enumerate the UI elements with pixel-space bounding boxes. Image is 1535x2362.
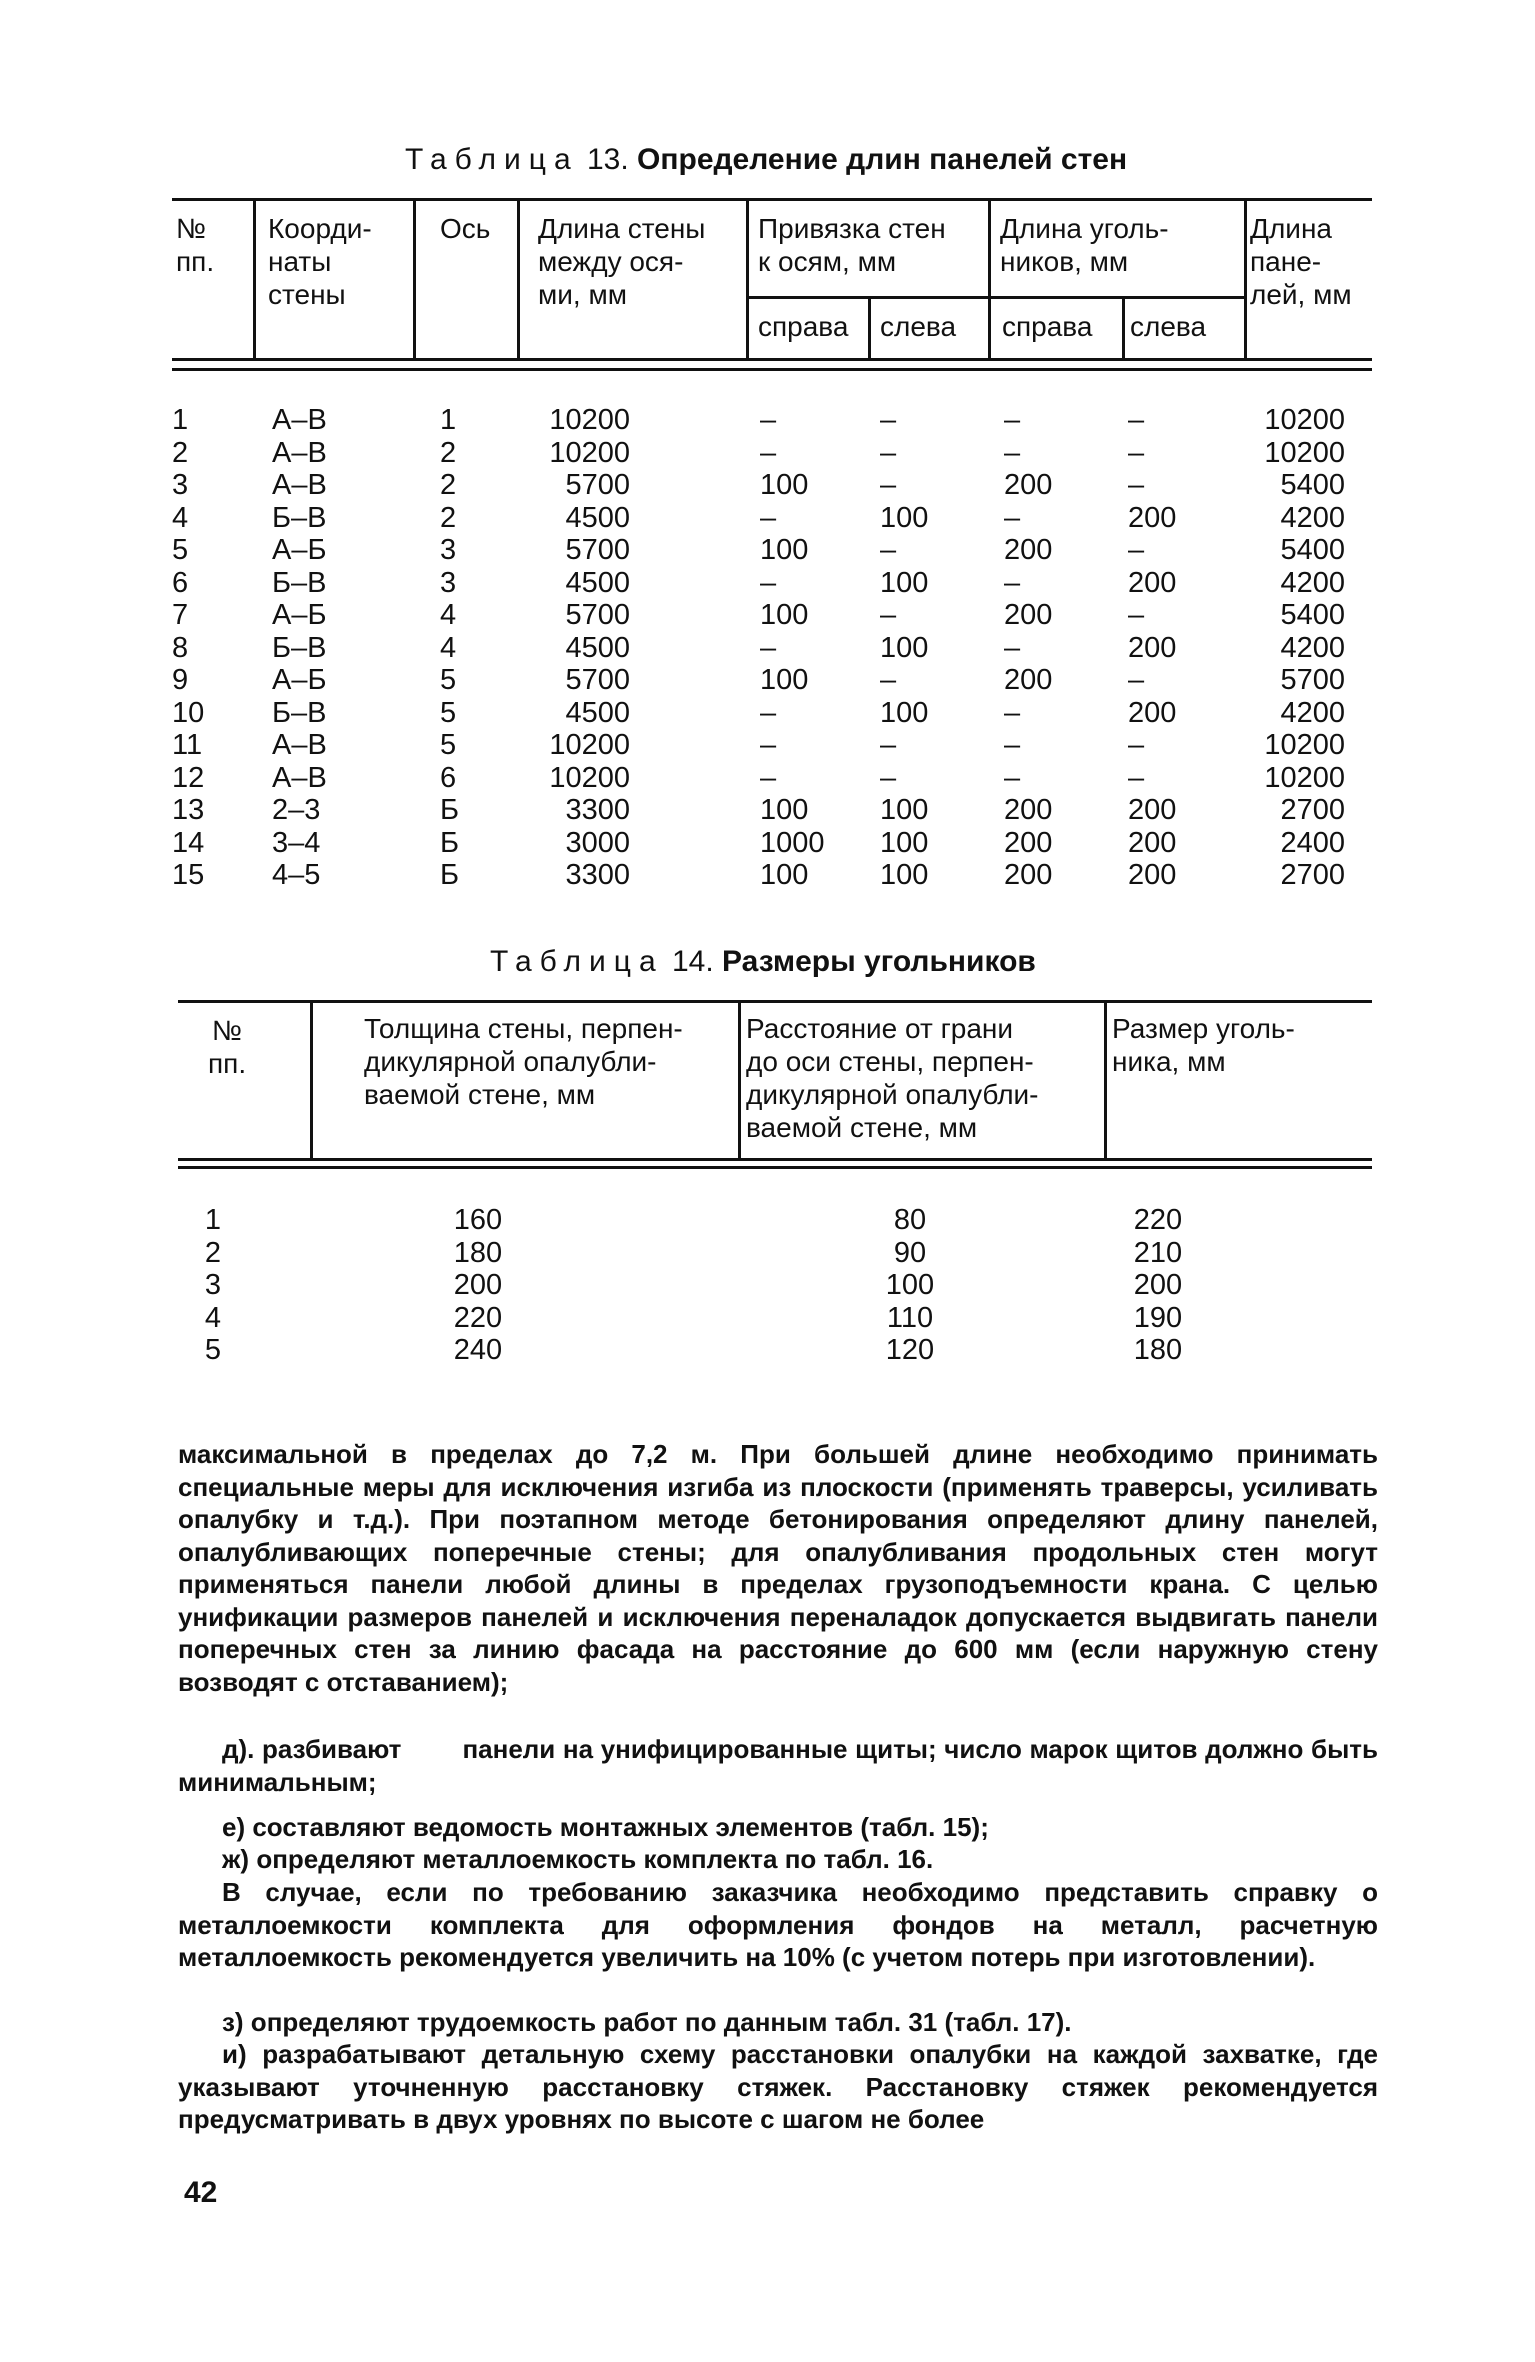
cell-coordinates: А–В	[272, 469, 327, 501]
cell-binding-left: –	[880, 664, 897, 696]
cell-panel-length: 4200	[1280, 631, 1345, 664]
cell-coordinates: А–Б	[272, 664, 327, 696]
cell-thickness: 200	[453, 1269, 503, 1301]
cell-angle-left: –	[1128, 664, 1145, 696]
cell-panel-length: 4200	[1280, 566, 1345, 599]
cell-binding-right: 1000	[760, 826, 825, 859]
cell-angle-size: 220	[1133, 1204, 1183, 1236]
table14-header-size: Размер уголь- ника, мм	[1112, 1013, 1295, 1077]
cell-wall-length: 4500	[565, 696, 630, 729]
cell-angle-left: –	[1128, 599, 1145, 631]
cell-wall-length: 5700	[565, 664, 630, 696]
cell-angle-right: 200	[1004, 469, 1053, 501]
cell-angle-left: –	[1128, 404, 1145, 436]
cell-axis: 1	[440, 404, 457, 436]
cell-binding-left: –	[880, 729, 897, 761]
cell-angle-left: 200	[1128, 826, 1177, 859]
paragraph: д). разбивают панели на унифицированные щиты; число марок щитов должно быть минимальным;	[178, 1734, 1386, 1797]
cell-axis: 3	[440, 534, 457, 566]
cell-coordinates: А–Б	[272, 534, 327, 566]
cell-binding-right: 100	[760, 859, 809, 891]
cell-wall-length: 10200	[549, 729, 630, 761]
table13-top-rule	[172, 198, 1372, 201]
table14-col-divider	[738, 1002, 741, 1158]
cell-angle-right: 200	[1004, 794, 1053, 826]
cell-binding-left: 100	[880, 566, 929, 599]
cell-coordinates: А–Б	[272, 599, 327, 631]
cell-angle-right: –	[1004, 729, 1021, 761]
cell-thickness: 220	[453, 1301, 503, 1334]
cell-panel-length: 10200	[1264, 729, 1345, 761]
table13-header-panel-length: Длина пане- лей, мм	[1250, 213, 1352, 310]
paragraph: е) составляют ведомость монтажных элементов (табл. 15);	[222, 1812, 989, 1842]
table14-header-no: № пп.	[208, 1015, 247, 1079]
table13-header-coords: Коорди- наты стены	[268, 213, 372, 310]
cell-wall-length: 5700	[565, 534, 630, 566]
table13-header-right2: справа	[1002, 311, 1093, 342]
cell-row-number: 3	[172, 469, 189, 501]
cell-binding-left: 100	[880, 794, 929, 826]
cell-angle-left: 200	[1128, 631, 1177, 664]
cell-panel-length: 2700	[1280, 794, 1345, 826]
table13-header-left: слева	[880, 311, 957, 342]
cell-wall-length: 3000	[565, 826, 630, 859]
paragraph: з) определяют трудоемкость работ по данным табл. 31 (табл. 17).	[222, 2007, 1072, 2037]
cell-row-number: 13	[172, 794, 205, 826]
cell-coordinates: А–В	[272, 729, 327, 761]
cell-axis: Б	[440, 794, 460, 826]
cell-row-number: 2	[204, 1236, 222, 1269]
cell-axis: 2	[440, 469, 457, 501]
cell-wall-length: 5700	[565, 599, 630, 631]
cell-coordinates: А–В	[272, 404, 327, 436]
table13-col-divider	[1244, 200, 1247, 358]
paragraph: и) разрабатывают детальную схему расстановки опалубки на каждой захватке, где указывают уточненную расстановку стяжек. Расстановку стяжек рекомендуется предусматривать в двух уровнях по высоте с шагом не более	[178, 2039, 1378, 2134]
cell-axis: 5	[440, 664, 457, 696]
cell-angle-left: –	[1128, 436, 1145, 469]
cell-axis: Б	[440, 826, 460, 859]
table13-body-rule	[172, 368, 1372, 371]
cell-wall-length: 10200	[549, 404, 630, 436]
cell-angle-left: –	[1128, 729, 1145, 761]
table14-header-thickness: Толщина стены, перпен- дикулярной опалубли- ваемой стене, мм	[364, 1013, 683, 1110]
table13-col-divider	[253, 200, 256, 358]
cell-binding-left: 100	[880, 696, 929, 729]
paragraph: ж) определяют металлоемкость комплекта по табл. 16.	[222, 1844, 934, 1874]
cell-row-number: 4	[172, 501, 189, 534]
cell-wall-length: 3300	[565, 859, 630, 891]
table13-caption	[405, 143, 1127, 177]
cell-binding-left: –	[880, 404, 897, 436]
cell-coordinates: 2–3	[272, 794, 321, 826]
table14-number: 14.	[671, 945, 714, 978]
cell-panel-length: 5400	[1280, 469, 1345, 501]
cell-coordinates: А–В	[272, 761, 327, 794]
cell-axis: 5	[440, 696, 457, 729]
cell-coordinates: Б–В	[272, 631, 327, 664]
cell-panel-length: 10200	[1264, 761, 1345, 794]
cell-axis: Б	[440, 859, 460, 891]
cell-binding-left: –	[880, 761, 897, 794]
table13-col-divider	[988, 200, 991, 358]
cell-coordinates: Б–В	[272, 696, 327, 729]
cell-row-number: 12	[172, 761, 205, 794]
table13-col-divider	[1122, 298, 1125, 358]
table13-header-binding: Привязка стен к осям, мм	[758, 213, 946, 277]
cell-angle-right: –	[1004, 501, 1021, 534]
cell-angle-right: 200	[1004, 664, 1053, 696]
table14-col-divider	[1104, 1002, 1107, 1158]
cell-wall-length: 4500	[565, 501, 630, 534]
cell-panel-length: 10200	[1264, 404, 1345, 436]
cell-angle-right: 200	[1004, 859, 1053, 891]
cell-angle-right: 200	[1004, 599, 1053, 631]
cell-panel-length: 2700	[1280, 859, 1345, 891]
table14-caption	[490, 945, 1036, 979]
cell-distance: 110	[886, 1301, 934, 1334]
cell-binding-left: –	[880, 436, 897, 469]
cell-axis: 6	[440, 761, 457, 794]
cell-distance: 90	[893, 1236, 927, 1269]
cell-binding-right: –	[760, 404, 777, 436]
cell-binding-right: –	[760, 566, 777, 599]
cell-coordinates: А–В	[272, 436, 327, 469]
table13-col-divider	[413, 200, 416, 358]
table14-header-distance: Расстояние от грани до оси стены, перпен- дикулярной опалубли- ваемой стене, мм	[746, 1013, 1039, 1143]
cell-coordinates: Б–В	[272, 501, 327, 534]
cell-wall-length: 10200	[549, 436, 630, 469]
cell-binding-right: –	[760, 729, 777, 761]
cell-binding-left: 100	[880, 826, 929, 859]
cell-binding-right: –	[760, 436, 777, 469]
cell-row-number: 3	[204, 1269, 222, 1301]
table14-title: Размеры угольников	[722, 945, 1036, 978]
cell-angle-right: 200	[1004, 826, 1053, 859]
cell-angle-right: –	[1004, 696, 1021, 729]
cell-row-number: 5	[172, 534, 189, 566]
cell-angle-left: –	[1128, 761, 1145, 794]
cell-row-number: 9	[172, 664, 189, 696]
cell-row-number: 1	[204, 1204, 222, 1236]
cell-coordinates: Б–В	[272, 566, 327, 599]
cell-row-number: 10	[172, 696, 205, 729]
cell-axis: 4	[440, 631, 457, 664]
cell-angle-size: 210	[1133, 1236, 1183, 1269]
cell-row-number: 11	[172, 729, 203, 761]
table13-header-rule	[172, 358, 1372, 361]
cell-panel-length: 4200	[1280, 501, 1345, 534]
cell-row-number: 15	[172, 859, 205, 891]
table14-top-rule	[178, 1000, 1372, 1003]
cell-binding-right: –	[760, 761, 777, 794]
cell-row-number: 1	[172, 404, 189, 436]
cell-angle-right: –	[1004, 566, 1021, 599]
cell-axis: 2	[440, 501, 457, 534]
cell-wall-length: 10200	[549, 761, 630, 794]
table13-col-divider	[868, 298, 871, 358]
cell-axis: 2	[440, 436, 457, 469]
table14-col-divider	[310, 1002, 313, 1158]
cell-row-number: 4	[204, 1301, 222, 1334]
cell-panel-length: 2400	[1280, 826, 1345, 859]
cell-angle-left: 200	[1128, 696, 1177, 729]
cell-binding-right: –	[760, 501, 777, 534]
cell-row-number: 14	[172, 826, 205, 859]
cell-angle-size: 180	[1133, 1334, 1183, 1366]
table14-body-rule	[178, 1166, 1372, 1169]
cell-row-number: 2	[172, 436, 189, 469]
cell-wall-length: 4500	[565, 631, 630, 664]
cell-row-number: 5	[204, 1334, 222, 1366]
table13-header-left2: слева	[1130, 311, 1207, 342]
cell-wall-length: 4500	[565, 566, 630, 599]
cell-axis: 4	[440, 599, 457, 631]
table13-header-axis: Ось	[440, 213, 491, 244]
table13-header-angle-length: Длина уголь- ников, мм	[1000, 213, 1169, 277]
cell-binding-left: 100	[880, 501, 929, 534]
cell-distance: 120	[885, 1334, 935, 1366]
cell-binding-right: –	[760, 696, 777, 729]
table13-number: 13.	[586, 143, 629, 176]
paragraph: максимальной в пределах до 7,2 м. При большей длине необходимо принимать специальные меры для исключения изгиба из плоскости (применять траверсы, усиливать опалубку и т.д.). При поэтапном методе бетонирования определяют длину панелей, опалубливающих поперечные стены; для опалубливания продольных стен могут применяться панели любой длины в пределах грузоподъемности крана. С целью унификации размеров панелей и исключения переналадок допускается выдвигать панели поперечных стен за линию фасада на расстояние до 600 мм (если наружную стену возводят с отставанием);	[178, 1439, 1378, 1697]
cell-distance: 80	[893, 1204, 927, 1236]
cell-angle-left: –	[1128, 534, 1145, 566]
cell-axis: 5	[440, 729, 457, 761]
cell-angle-left: 200	[1128, 501, 1177, 534]
cell-binding-left: –	[880, 534, 897, 566]
cell-binding-right: 100	[760, 469, 809, 501]
cell-row-number: 7	[172, 599, 189, 631]
cell-binding-left: –	[880, 599, 897, 631]
cell-distance: 100	[885, 1269, 935, 1301]
table13-label: Таблица	[405, 143, 579, 176]
cell-row-number: 6	[172, 566, 189, 599]
cell-axis: 3	[440, 566, 457, 599]
cell-thickness: 180	[453, 1236, 503, 1269]
table13-header-right: справа	[758, 311, 849, 342]
paragraph: В случае, если по требованию заказчика необходимо представить справку о металлоемкости комплекта для оформления фондов на металл, расчетную металлоемкость рекомендуется увеличить на 10% (с учетом потерь при изготовлении).	[178, 1877, 1378, 1972]
cell-binding-right: –	[760, 631, 777, 664]
cell-angle-size: 190	[1133, 1301, 1183, 1334]
cell-thickness: 160	[453, 1204, 503, 1236]
cell-angle-left: 200	[1128, 794, 1177, 826]
table13-header-no: № пп.	[176, 213, 215, 277]
cell-angle-right: –	[1004, 436, 1021, 469]
cell-binding-left: 100	[880, 859, 929, 891]
cell-angle-left: 200	[1128, 859, 1177, 891]
cell-panel-length: 4200	[1280, 696, 1345, 729]
page-number: 42	[184, 2176, 218, 2209]
cell-angle-right: –	[1004, 631, 1021, 664]
cell-binding-right: 100	[760, 599, 809, 631]
cell-angle-right: –	[1004, 761, 1021, 794]
cell-binding-right: 100	[760, 794, 809, 826]
table14-header-rule	[178, 1158, 1372, 1161]
cell-binding-right: 100	[760, 664, 809, 696]
table13-header-wall-length: Длина стены между ося- ми, мм	[538, 213, 706, 310]
cell-coordinates: 3–4	[272, 826, 321, 859]
cell-binding-left: 100	[880, 631, 929, 664]
cell-panel-length: 10200	[1264, 436, 1345, 469]
cell-panel-length: 5400	[1280, 599, 1345, 631]
cell-panel-length: 5400	[1280, 534, 1345, 566]
table13-col-divider	[746, 200, 749, 358]
cell-angle-right: –	[1004, 404, 1021, 436]
cell-angle-left: 200	[1128, 566, 1177, 599]
table13-col-divider	[517, 200, 520, 358]
cell-angle-left: –	[1128, 469, 1145, 501]
cell-coordinates: 4–5	[272, 859, 321, 891]
cell-angle-size: 200	[1133, 1269, 1183, 1301]
cell-angle-right: 200	[1004, 534, 1053, 566]
cell-panel-length: 5700	[1280, 664, 1345, 696]
cell-wall-length: 5700	[565, 469, 630, 501]
cell-thickness: 240	[453, 1334, 503, 1366]
cell-row-number: 8	[172, 631, 189, 664]
cell-binding-right: 100	[760, 534, 809, 566]
table14-label: Таблица	[490, 945, 664, 978]
cell-wall-length: 3300	[565, 794, 630, 826]
table13-subheader-rule	[748, 296, 1246, 299]
table13-title: Определение длин панелей стен	[637, 143, 1128, 176]
cell-binding-left: –	[880, 469, 897, 501]
